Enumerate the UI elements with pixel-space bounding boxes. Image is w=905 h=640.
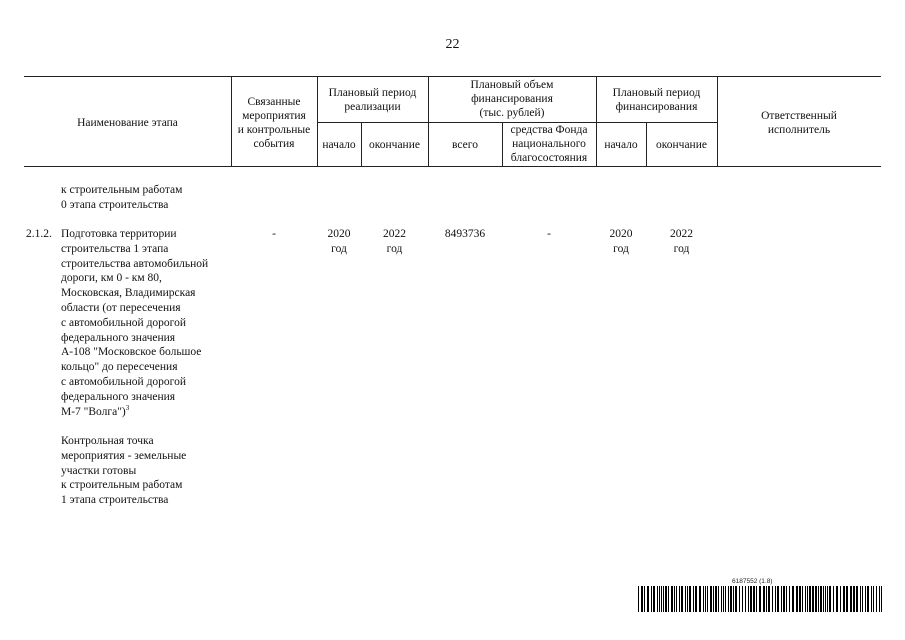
row-related-events: - [272,228,276,240]
header-responsible-line: исполнитель [767,124,831,136]
header-planned-period [317,86,428,114]
control-point-line: 1 этапа строительства [61,494,169,507]
header-planned-volume-line: (тыс. рублей) [479,107,545,119]
header-related-events-line: события [253,138,295,150]
header-top-border [24,76,881,77]
stage-name-line: области (от пересечения [61,301,181,314]
fin-start-unit: год [613,242,629,255]
period-start-year: 2020 [327,228,351,240]
row-number: 2.1.2. [26,228,52,240]
period-end-year: 2022 [383,228,406,240]
header-period-end: окончание [369,139,420,151]
page-number: 22 [445,37,460,52]
header-stage-name: Наименование этапа [77,117,178,129]
header-volume-total: всего [452,139,478,151]
header-responsible [717,109,881,137]
stage-name-line: федерального значения [61,390,176,403]
stage-name-line: с автомобильной дорогой [61,375,187,388]
header-related-events-line: и контрольные [237,124,311,136]
barcode-image [638,586,882,612]
stage-name-line: кольцо" до пересечения [61,361,178,374]
header-period-start: начало [322,139,356,151]
header-planned-period-line: реализации [344,101,401,113]
continuation-text [61,183,182,213]
stage-name-line: Подготовка территории [61,228,177,240]
period-start-unit: год [331,242,347,255]
stage-name-line: А-108 "Московское большое [61,346,202,359]
header-volume-fund-line: средства Фонда [510,124,588,136]
barcode-label: 6187552 (1.8) [732,578,773,585]
header-related-events-line: мероприятия [242,110,306,122]
header-volume-fund-line: благосостояния [510,152,588,164]
row-period-start [317,227,361,257]
control-point-line: мероприятия - земельные [61,449,187,462]
header-responsible-line: Ответственный [761,110,837,122]
stage-name-line-text: М-7 "Волга") [61,405,126,418]
control-point-line: Контрольная точка [61,435,154,447]
stage-name-line: Московская, Владимирская [61,287,196,300]
header-planned-volume-line: Плановый объем [470,79,554,91]
row-volume-fund: - [547,228,551,240]
header-financing-period-line: Плановый период [612,87,701,99]
fin-start-year: 2020 [609,228,633,240]
row-fin-start [596,227,646,257]
row-volume-total: 8493736 [444,228,486,240]
header-financing-period-line: финансирования [615,101,698,113]
continuation-line: 0 этапа строительства [61,198,169,211]
stage-name-line: федерального значения [61,331,176,344]
row-fin-end [646,227,717,257]
control-point [61,434,186,508]
header-fin-end: окончание [656,139,707,151]
stage-name-line: дороги, км 0 - км 80, [61,272,162,285]
header-fin-start: начало [604,139,638,151]
fin-end-year: 2022 [670,228,693,240]
header-planned-volume [428,78,596,120]
header-bottom-border [24,166,881,167]
control-point-line: к строительным работам [61,479,183,492]
control-point-line: участки готовы [61,464,137,477]
period-end-unit: год [386,242,403,255]
stage-name-line [61,405,208,420]
header-volume-fund-line: национального [512,138,586,150]
stage-name-line: строительства автомобильной [61,257,209,270]
stage-name-line: с автомобильной дорогой [61,316,187,329]
header-volume-fund [502,123,596,165]
continuation-line: к строительным работам [61,184,183,196]
header-financing-period [596,86,717,114]
header-planned-volume-line: финансирования [471,93,553,105]
header-related-events [231,95,317,151]
row-period-end [361,227,428,257]
stage-name-line: строительства 1 этапа [61,242,169,255]
footnote-marker: 3 [125,403,130,412]
header-related-events-line: Связанные [247,96,301,108]
header-planned-period-line: Плановый период [328,87,417,99]
row-stage-name [61,227,208,419]
fin-end-unit: год [673,242,690,255]
